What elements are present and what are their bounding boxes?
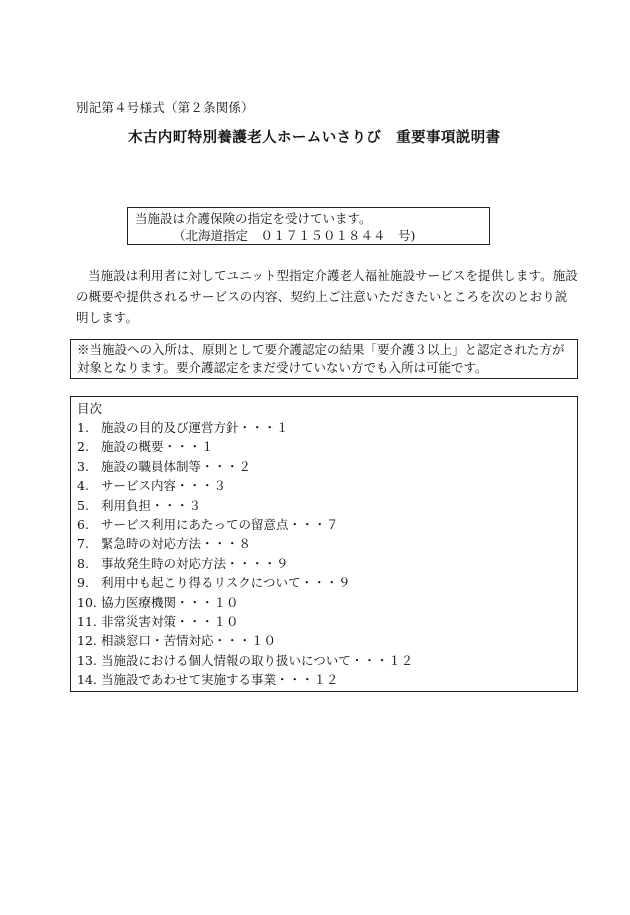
toc-item-number: 7. (77, 536, 89, 552)
toc-item-text: サービス内容・・・３ (101, 478, 227, 494)
toc-item-number: 3. (77, 458, 89, 474)
toc-item-number: 6. (77, 516, 89, 532)
toc-item (77, 670, 577, 689)
toc-item-text: 事故発生時の対応方法・・・・９ (101, 555, 289, 571)
toc-item (77, 476, 577, 495)
toc-item-text: 施設の職員体制等・・・２ (101, 458, 252, 474)
toc-item (77, 593, 577, 612)
designation-line1: 当施設は介護保険の指定を受けています。 (135, 211, 372, 226)
toc-item-text: 利用負担・・・３ (101, 497, 202, 513)
toc-item-number: 10. (77, 594, 97, 610)
toc-heading: 目次 (77, 401, 103, 416)
toc-item-number: 5. (77, 497, 89, 513)
toc-item (77, 457, 577, 476)
toc-item (77, 534, 577, 553)
toc-item-text: 当施設における個人情報の取り扱いについて・・・１２ (101, 652, 414, 668)
toc-item-number: 1. (77, 420, 89, 435)
toc-item-number: 8. (77, 555, 89, 571)
toc-item (77, 573, 577, 592)
toc-item (77, 437, 577, 456)
toc-item-text: 緊急時の対応方法・・・８ (101, 536, 252, 552)
toc-item-text: 利用中も起こり得るリスクについて・・・９ (101, 575, 351, 591)
notice-box: ※当施設への入所は、原則として要介護認定の結果「要介護３以上」と認定された方が対象となります。要介護認定をまだ受けていない方でも入所は可能です。 (70, 339, 578, 379)
toc-item-number: 4. (77, 478, 89, 494)
toc-item (77, 612, 577, 631)
toc-item-number: 13. (77, 652, 97, 668)
toc-item-number: 2. (77, 439, 89, 455)
toc-item-number: 12. (77, 633, 97, 649)
toc-item (77, 418, 577, 437)
form-label: 別記第４号様式（第２条関係） (76, 100, 254, 115)
toc-item-text: 相談窓口・苦情対応・・・１０ (101, 633, 277, 649)
toc-item-text: 施設の目的及び運営方針・・・１ (101, 420, 289, 435)
document-title: 木古内町特別養護老人ホームいさりび 重要事項説明書 (128, 129, 501, 146)
toc-item-number: 9. (77, 575, 89, 591)
toc-item (77, 651, 577, 670)
toc-item-text: サービス利用にあたっての留意点・・・７ (101, 516, 339, 532)
intro-paragraph: 当施設は利用者に対してユニット型指定介護老人福祉施設サービスを提供します。施設の概要や提供されるサービスの内容、契約上ご注意いただきたいところを次のとおり説明します。 (76, 268, 578, 325)
toc-item (77, 554, 577, 573)
toc-item (77, 515, 577, 534)
toc-item-text: 施設の概要・・・１ (101, 439, 214, 455)
toc-item (77, 496, 577, 515)
designation-line2: （北海道指定 ０１７１５０１８４４ 号) (173, 228, 416, 243)
toc-list (77, 418, 577, 689)
toc-item-number: 11. (77, 613, 97, 629)
designation-box (127, 207, 490, 245)
toc-item-text: 非常災害対策・・・１０ (101, 613, 239, 629)
toc-item-number: 14. (77, 672, 97, 688)
toc-item (77, 631, 577, 650)
toc-item-text: 当施設であわせて実施する事業・・・１２ (101, 672, 339, 688)
table-of-contents (70, 396, 578, 692)
toc-item-text: 協力医療機関・・・１０ (101, 594, 239, 610)
